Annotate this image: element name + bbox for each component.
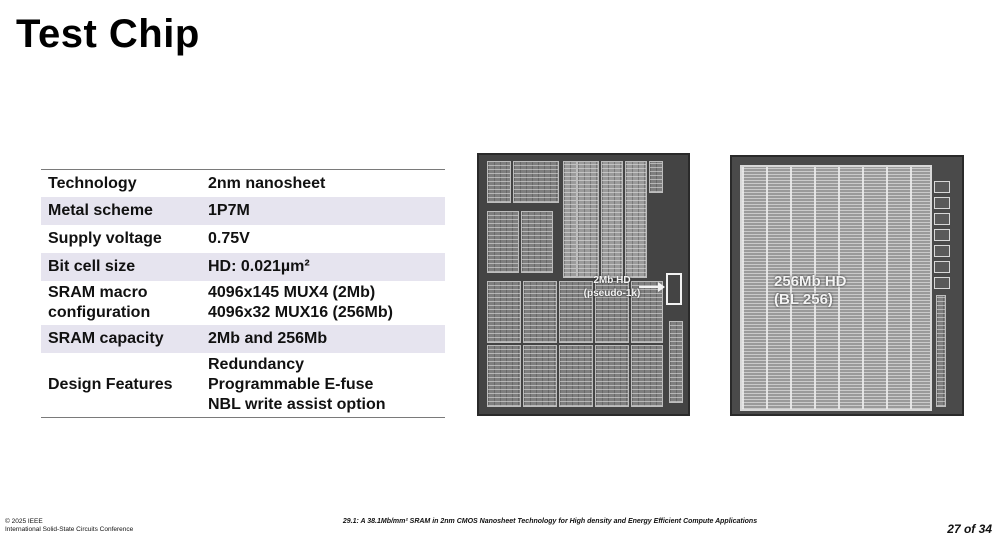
spec-value-line: 4096x32 MUX16 (256Mb) — [208, 304, 393, 321]
spec-key-line: configuration — [48, 304, 151, 321]
spec-value-line: NBL write assist option — [208, 396, 386, 413]
spec-key: Bit cell size — [48, 258, 136, 275]
io-pad — [934, 229, 950, 241]
footer-line: © 2025 IEEE — [5, 518, 43, 525]
sram-block — [563, 161, 577, 278]
spec-table — [41, 169, 445, 418]
io-pad — [934, 181, 950, 193]
sram-block — [523, 345, 557, 407]
sram-block — [487, 345, 521, 407]
sram-block — [601, 161, 623, 278]
sram-block — [595, 345, 629, 407]
table-row — [41, 225, 445, 253]
die-label-line: 2Mb HD — [593, 275, 631, 286]
footer-copyright — [5, 518, 133, 534]
io-pad — [934, 261, 950, 273]
io-pad — [934, 197, 950, 209]
sram-block — [523, 281, 557, 343]
sram-block — [631, 345, 663, 407]
sram-block — [625, 161, 647, 278]
table-row — [41, 197, 445, 225]
table-row — [41, 325, 445, 353]
die-label-line: 256Mb HD — [774, 273, 847, 290]
die-label-line: (BL 256) — [774, 291, 833, 308]
io-pad — [934, 277, 950, 289]
io-pad — [934, 213, 950, 225]
sram-block — [559, 345, 593, 407]
spec-value-line: Programmable E-fuse — [208, 376, 374, 393]
table-row — [41, 281, 445, 325]
table-row — [41, 170, 445, 197]
spec-value: 2nm nanosheet — [208, 174, 326, 192]
spec-value: HD: 0.021µm² — [208, 258, 310, 275]
page-number: 27 of 34 — [947, 522, 992, 536]
die-label — [577, 274, 647, 300]
highlight-box — [666, 273, 682, 305]
sram-block — [487, 161, 511, 203]
sram-block — [669, 321, 683, 403]
die-photo-2mb — [477, 153, 690, 416]
sram-block — [521, 211, 553, 273]
spec-value-line: 4096x145 MUX4 (2Mb) — [208, 284, 376, 301]
sram-block — [513, 161, 559, 203]
spec-value: 1P7M — [208, 202, 250, 219]
sram-block — [487, 281, 521, 343]
spec-key — [41, 283, 208, 323]
sram-block — [577, 161, 599, 278]
sram-block — [649, 161, 663, 193]
spec-value: 0.75V — [208, 230, 250, 247]
spec-key: SRAM capacity — [48, 330, 164, 347]
table-row — [41, 253, 445, 281]
die-label — [774, 273, 894, 309]
footer-paper-title: 29.1: A 38.1Mb/mm² SRAM in 2nm CMOS Nanosheet Technology for High density and Energy Efficient Compute Applications — [342, 518, 758, 525]
slide-title: Test Chip — [16, 12, 200, 56]
spec-value — [208, 283, 445, 323]
spec-value-line: Redundancy — [208, 356, 305, 373]
io-pad — [934, 245, 950, 257]
spec-value: 2Mb and 256Mb — [208, 330, 328, 347]
spec-key: Technology — [48, 174, 137, 192]
die-label-line: (pseudo-1k) — [583, 288, 641, 299]
spec-key-line: SRAM macro — [48, 284, 148, 301]
spec-key: Design Features — [48, 376, 173, 393]
sram-block — [936, 295, 946, 407]
footer-line: International Solid-State Circuits Conference — [5, 526, 134, 533]
spec-value — [208, 355, 445, 415]
spec-key: Supply voltage — [48, 230, 162, 247]
sram-block — [487, 211, 519, 273]
table-row — [41, 353, 445, 417]
spec-key: Metal scheme — [48, 202, 153, 219]
die-photo-256mb — [730, 155, 964, 416]
